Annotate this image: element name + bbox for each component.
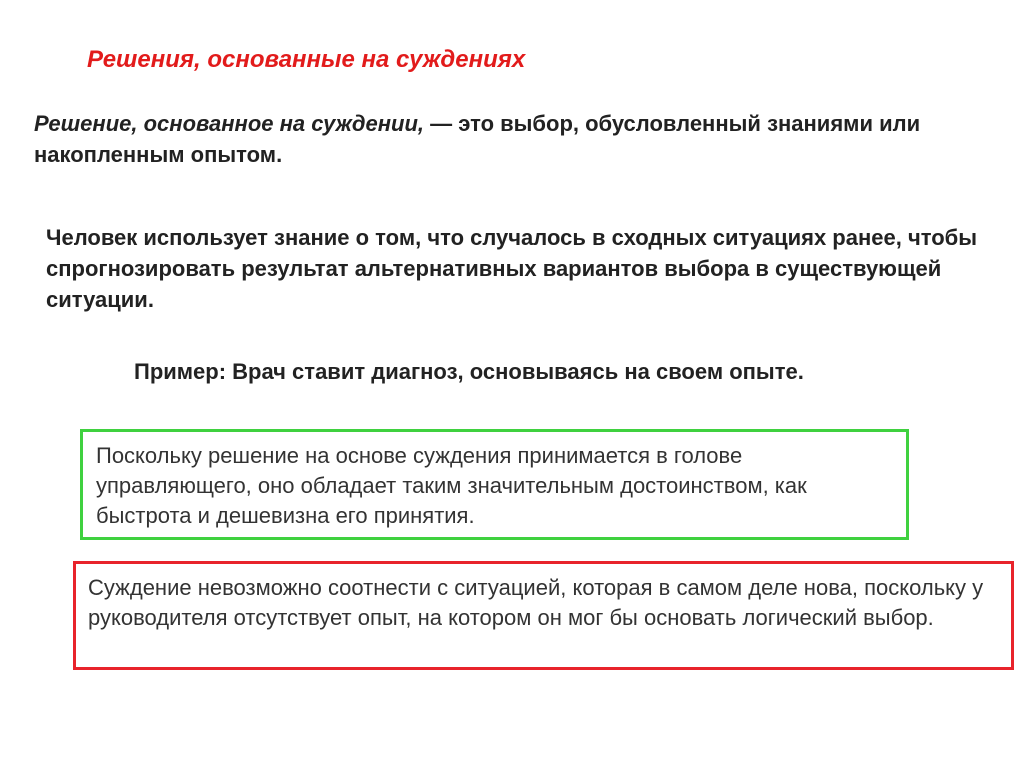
- advantage-text: Поскольку решение на основе суждения принимается в голове управляющего, оно обладает таким значительным достоинством, как быстрота и дешевизна его принятия.: [96, 443, 807, 528]
- limitation-box: [73, 561, 1014, 670]
- definition-term: Решение, основанное на суждении,: [34, 111, 424, 136]
- explanation-paragraph: Человек использует знание о том, что случалось в сходных ситуациях ранее, чтобы спрогнозировать результат альтернативных вариантов выбора в существующей ситуации.: [46, 225, 978, 312]
- advantage-box: [80, 429, 909, 540]
- definition-paragraph: [34, 108, 1024, 170]
- slide-title: Решения, основанные на суждениях: [87, 46, 526, 73]
- definition-text: — это выбор, обусловленный знаниями или накопленным опытом.: [34, 111, 921, 167]
- example-paragraph: Пример: Врач ставит диагноз, основываясь на своем опыте.: [134, 359, 804, 384]
- limitation-text: Суждение невозможно соотнести с ситуацией, которая в самом деле нова, поскольку у руководителя отсутствует опыт, на котором он мог бы основать логический выбор.: [88, 575, 984, 630]
